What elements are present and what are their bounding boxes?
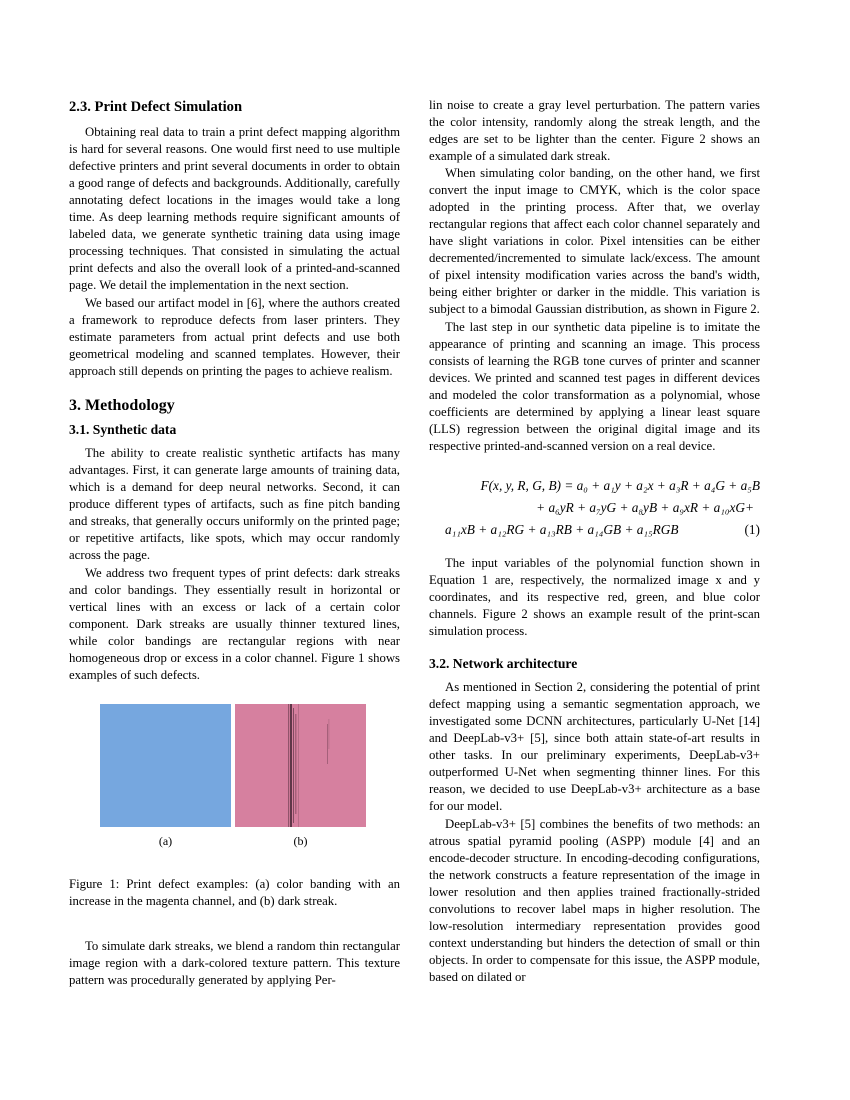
figure-1 <box>69 704 400 866</box>
paragraph: The ability to create realistic synthetic artifacts has many advantages. First, it can generate large amounts of training data, which is a demand for deep neural networks. Second, it can produce different types of artifacts, such as fine pitch banding and streaks, that generally occurs uniformly on the printed page; or repetitive artifacts, like spots, which may occur randomly across the page. <box>69 446 400 562</box>
paragraph: The input variables of the polynomial function shown in Equation 1 are, respectively, the normalized image x and y coordinates, and its respective red, green, and blue color channels. Figure 2 shows an example result of the print-scan simulation process. <box>429 556 760 638</box>
section-3-2-heading: 3.2. Network architecture <box>429 656 578 671</box>
subfigure-label-a: (a) <box>158 834 173 848</box>
equation-line-3: a₁₁xB + a₁₂RG + a₁₃RB + a₁₄GB + a₁₅RGB <box>445 522 679 537</box>
paragraph: lin noise to create a gray level perturbation. The pattern varies the color intensity, randomly along the streak length, and the edges are set to be lighter than the center. Figure 2 shows an example of a simulated dark streak. <box>429 98 760 163</box>
paragraph: To simulate dark streaks, we blend a random thin rectangular image region with a dark-colored texture pattern. This texture pattern was procedurally generated by applying Per- <box>69 939 400 987</box>
subfigure-label-b: (b) <box>293 834 308 848</box>
equation-line-1: F(x, y, R, G, B) = a₀ + a₁y + a₂x + a₃R + a₄G + a₅B <box>480 478 760 493</box>
figure-1-caption: Figure 1: Print defect examples: (a) color banding with an increase in the magenta channel, and (b) dark streak. <box>69 877 400 908</box>
left-column <box>69 97 400 989</box>
equation-1 <box>429 475 760 541</box>
paragraph: The last step in our synthetic data pipeline is to imitate the appearance of printing and scanning an image. This process consists of learning the RGB tone curves of printer and scanner devices. We printed and scanned test pages in different devices and modeled the color transformation as a polynomial, whose coefficients are determined by applying a linear least square (LLS) regression between the original digital image and its respective printed-and-scanned version on a real device. <box>429 320 760 453</box>
section-2-3-heading: 2.3. Print Defect Simulation <box>69 99 243 115</box>
section-3-1-heading: 3.1. Synthetic data <box>69 422 177 437</box>
paragraph: We based our artifact model in [6], where the authors created a framework to reproduce defects from laser printers. They estimate parameters from actual print defects and use both geometrical modeling and scanned templates. However, their approach still depends on printing the pages to achieve realism. <box>69 296 400 378</box>
paragraph: Obtaining real data to train a print defect mapping algorithm is hard for several reasons. One would first need to use multiple defective printers and print several documents in order to obtain a good range of defects and backgrounds. Additionally, carefully annotating defect locations in the images would take a long time. As deep learning methods require significant amounts of labeled data, we generate synthetic training data using image processing techniques. That consisted in simulating the actual print defects and also the overall look of a printed-and-scanned page. We detail the implementation in the next section. <box>69 125 400 292</box>
paragraph: DeepLab-v3+ [5] combines the benefits of two methods: an atrous spatial pyramid pooling (ASPP) module [4] and an encode-decoder structure. In encoding-decoding configurations, the network constructs a feature representation of the image in lower resolution and then applies trained fractionally-strided convolutions to recover label maps in higher resolution. The low-resolution intermediary representation provides good context understanding but hinders the detection of small or thin objects. In order to compensate for this issue, the ASPP module, based on dilated or <box>429 817 760 984</box>
figure-1a-color-banding-image <box>100 704 231 827</box>
paragraph: As mentioned in Section 2, considering the potential of print defect mapping using a semantic segmentation approach, we investigated some DCNN architectures, particularly U-Net [14] and DeepLab-v3+ [5], since both attain state-of-art results in other tasks. In our preliminary experiments, DeepLab-v3+ outperformed U-Net when segmenting thinner lines. For this reason, we decided to use DeepLab-v3+ architecture as a base for our model. <box>429 680 760 813</box>
paragraph: We address two frequent types of print defects: dark streaks and color bandings. They essentially result in horizontal or vertical lines with an excess or lack of a certain color component. Dark streaks are usually thinner textured lines, while color bandings are rectangular regions with near homogeneous drop or excess in a color channel. Figure 1 shows examples of such defects. <box>69 566 400 682</box>
equation-number: (1) <box>744 522 760 537</box>
right-column <box>429 97 760 986</box>
figure-1b-dark-streak-image <box>235 704 366 827</box>
paragraph: When simulating color banding, on the other hand, we first convert the input image to CMYK, which is the color space adopted in the printing process. After that, we overlay rectangular regions that affect each color channel separately and have slight variations in color. Pixel intensities can be either decremented/incremented to simulate lack/excess. The amount of pixel intensity modification varies across the band's width, being either brighter or darker in the middle. This variation is subject to a bimodal Gaussian distribution, as shown in Figure 2. <box>429 166 760 316</box>
equation-line-2: + a₆yR + a₇yG + a₈yB + a₉xR + a₁₀xG+ <box>536 500 754 515</box>
section-3-heading: 3. Methodology <box>69 397 175 414</box>
